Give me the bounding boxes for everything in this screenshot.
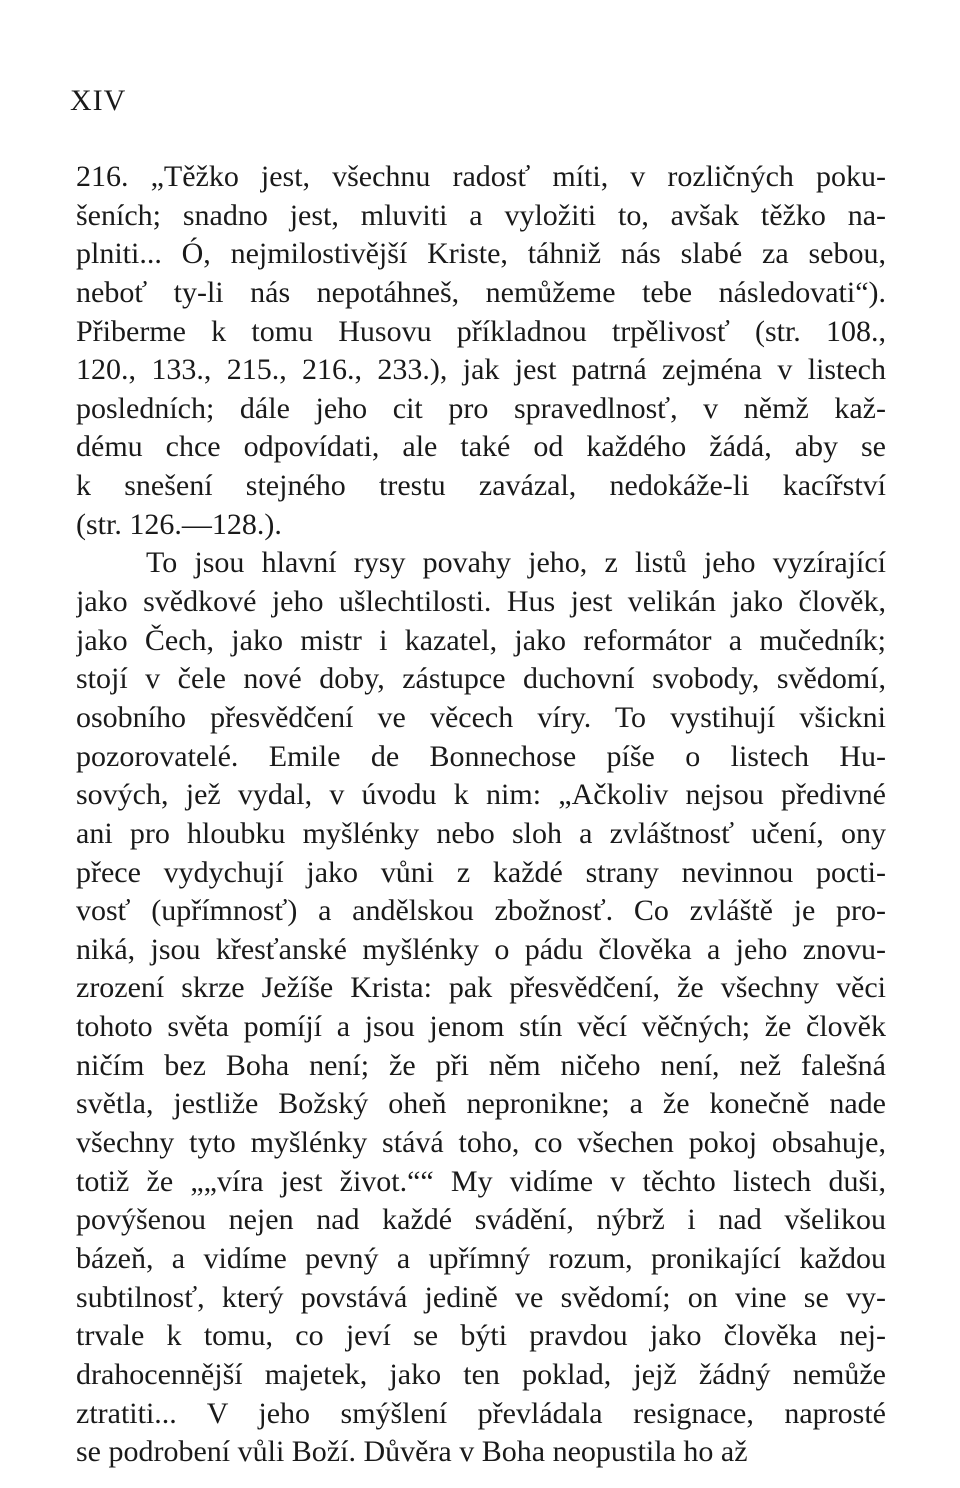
text-line: světla, jestliže Božský oheň nepronikne; a že konečně nade: [76, 1087, 886, 1121]
text-line: vosť (upřímnosť) a andělskou zbožnosť. Co zvláště je pro-: [76, 894, 886, 928]
page-number: XIV: [70, 84, 127, 117]
text-line: trvale k tomu, co jeví se býti pravdou jako člověka nej-: [76, 1319, 886, 1353]
text-line: ani pro hloubku myšlénky nebo sloh a zvláštnosť učení, ony: [76, 816, 886, 850]
text-line: drahocennější majetek, jako ten poklad, jejž žádný nemůže: [76, 1357, 886, 1391]
text-line: dému chce odpovídati, ale také od každého žádá, aby se: [76, 430, 886, 464]
text-line: bázeň, a vidíme pevný a upřímný rozum, pronikající každou: [76, 1241, 886, 1275]
text-line: (str. 126.—128.).: [76, 507, 282, 541]
body-text: [76, 158, 886, 1472]
text-line: 216. „Těžko jest, všechnu radosť míti, v rozličných poku-: [76, 160, 886, 193]
text-line: ničím bez Boha není; že při něm ničeho není, než falešná: [76, 1048, 886, 1082]
text-line: 120., 133., 215., 216., 233.), jak jest patrná zejména v listech: [76, 353, 886, 387]
text-line: povýšenou nejen nad každé svádění, nýbrž i nad všelikou: [76, 1203, 886, 1237]
text-line: posledních; dále jeho cit pro spravedlnosť, v němž kaž-: [76, 391, 886, 425]
text-line: k snešení stejného trestu zavázal, nedokáže-li kacířství: [76, 469, 886, 503]
text-line: všechny tyto myšlénky stává toho, co všechen pokoj obsahuje,: [76, 1126, 886, 1160]
text-line: tohoto světa pomíjí a jsou jenom stín věcí věčných; že člověk: [76, 1010, 886, 1044]
text-line: jako Čech, jako mistr i kazatel, jako reformátor a mučedník;: [76, 623, 886, 657]
text-line: To jsou hlavní rysy povahy jeho, z listů jeho vyzírající: [146, 546, 886, 580]
text-line: totiž že „„víra jest život.““ My vidíme v těchto listech duši,: [76, 1164, 886, 1198]
text-line: plniti... Ó, nejmilostivější Kriste, táhniž nás slabé za sebou,: [76, 237, 886, 271]
text-line: Přiberme k tomu Husovu příkladnou trpělivosť (str. 108.,: [76, 314, 886, 348]
text-line: pozorovatelé. Emile de Bonnechose píše o listech Hu-: [76, 739, 886, 773]
text-line: ztratiti... V jeho smýšlení převládala resignace, naprosté: [76, 1396, 886, 1430]
text-line: přece vydychují jako vůni z každé strany nevinnou pocti-: [76, 855, 886, 889]
text-line: neboť ty-li nás nepotáhneš, nemůžeme tebe následovati“).: [76, 275, 886, 309]
text-line: šeních; snadno jest, mluviti a vyložiti to, avšak těžko na-: [76, 198, 886, 232]
text-line: subtilnosť, který povstává jedině ve svědomí; on vine se vy-: [76, 1280, 886, 1314]
text-line: sových, jež vydal, v úvodu k nim: „Ačkoliv nejsou předivné: [76, 778, 886, 812]
text-line: se podrobení vůli Boží. Důvěra v Boha neopustila ho až: [76, 1435, 748, 1469]
text-line: zrození skrze Ježíše Krista: pak přesvědčení, že všechny věci: [76, 971, 886, 1005]
text-line: osobního přesvědčení ve věcech víry. To vystihují všickni: [76, 700, 886, 734]
text-line: niká, jsou křesťanské myšlénky o pádu člověka a jeho znovu-: [76, 932, 886, 966]
text-line: jako svědkové jeho ušlechtilosti. Hus jest velikán jako člověk,: [76, 585, 886, 619]
text-line: stojí v čele nové doby, zástupce duchovní svobody, svědomí,: [76, 662, 886, 696]
